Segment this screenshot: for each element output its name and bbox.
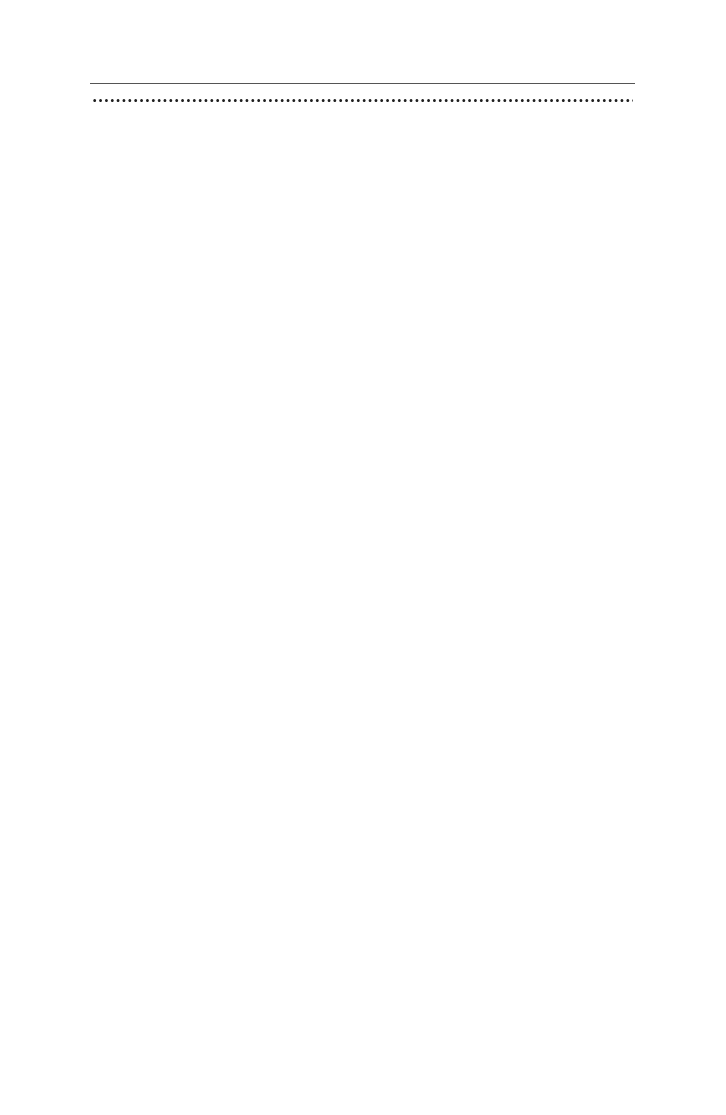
dot-leader: [92, 87, 633, 108]
table-of-contents: [90, 78, 635, 108]
toc-final-entry: [90, 83, 635, 108]
toc-final-line-3-row: [90, 87, 635, 108]
